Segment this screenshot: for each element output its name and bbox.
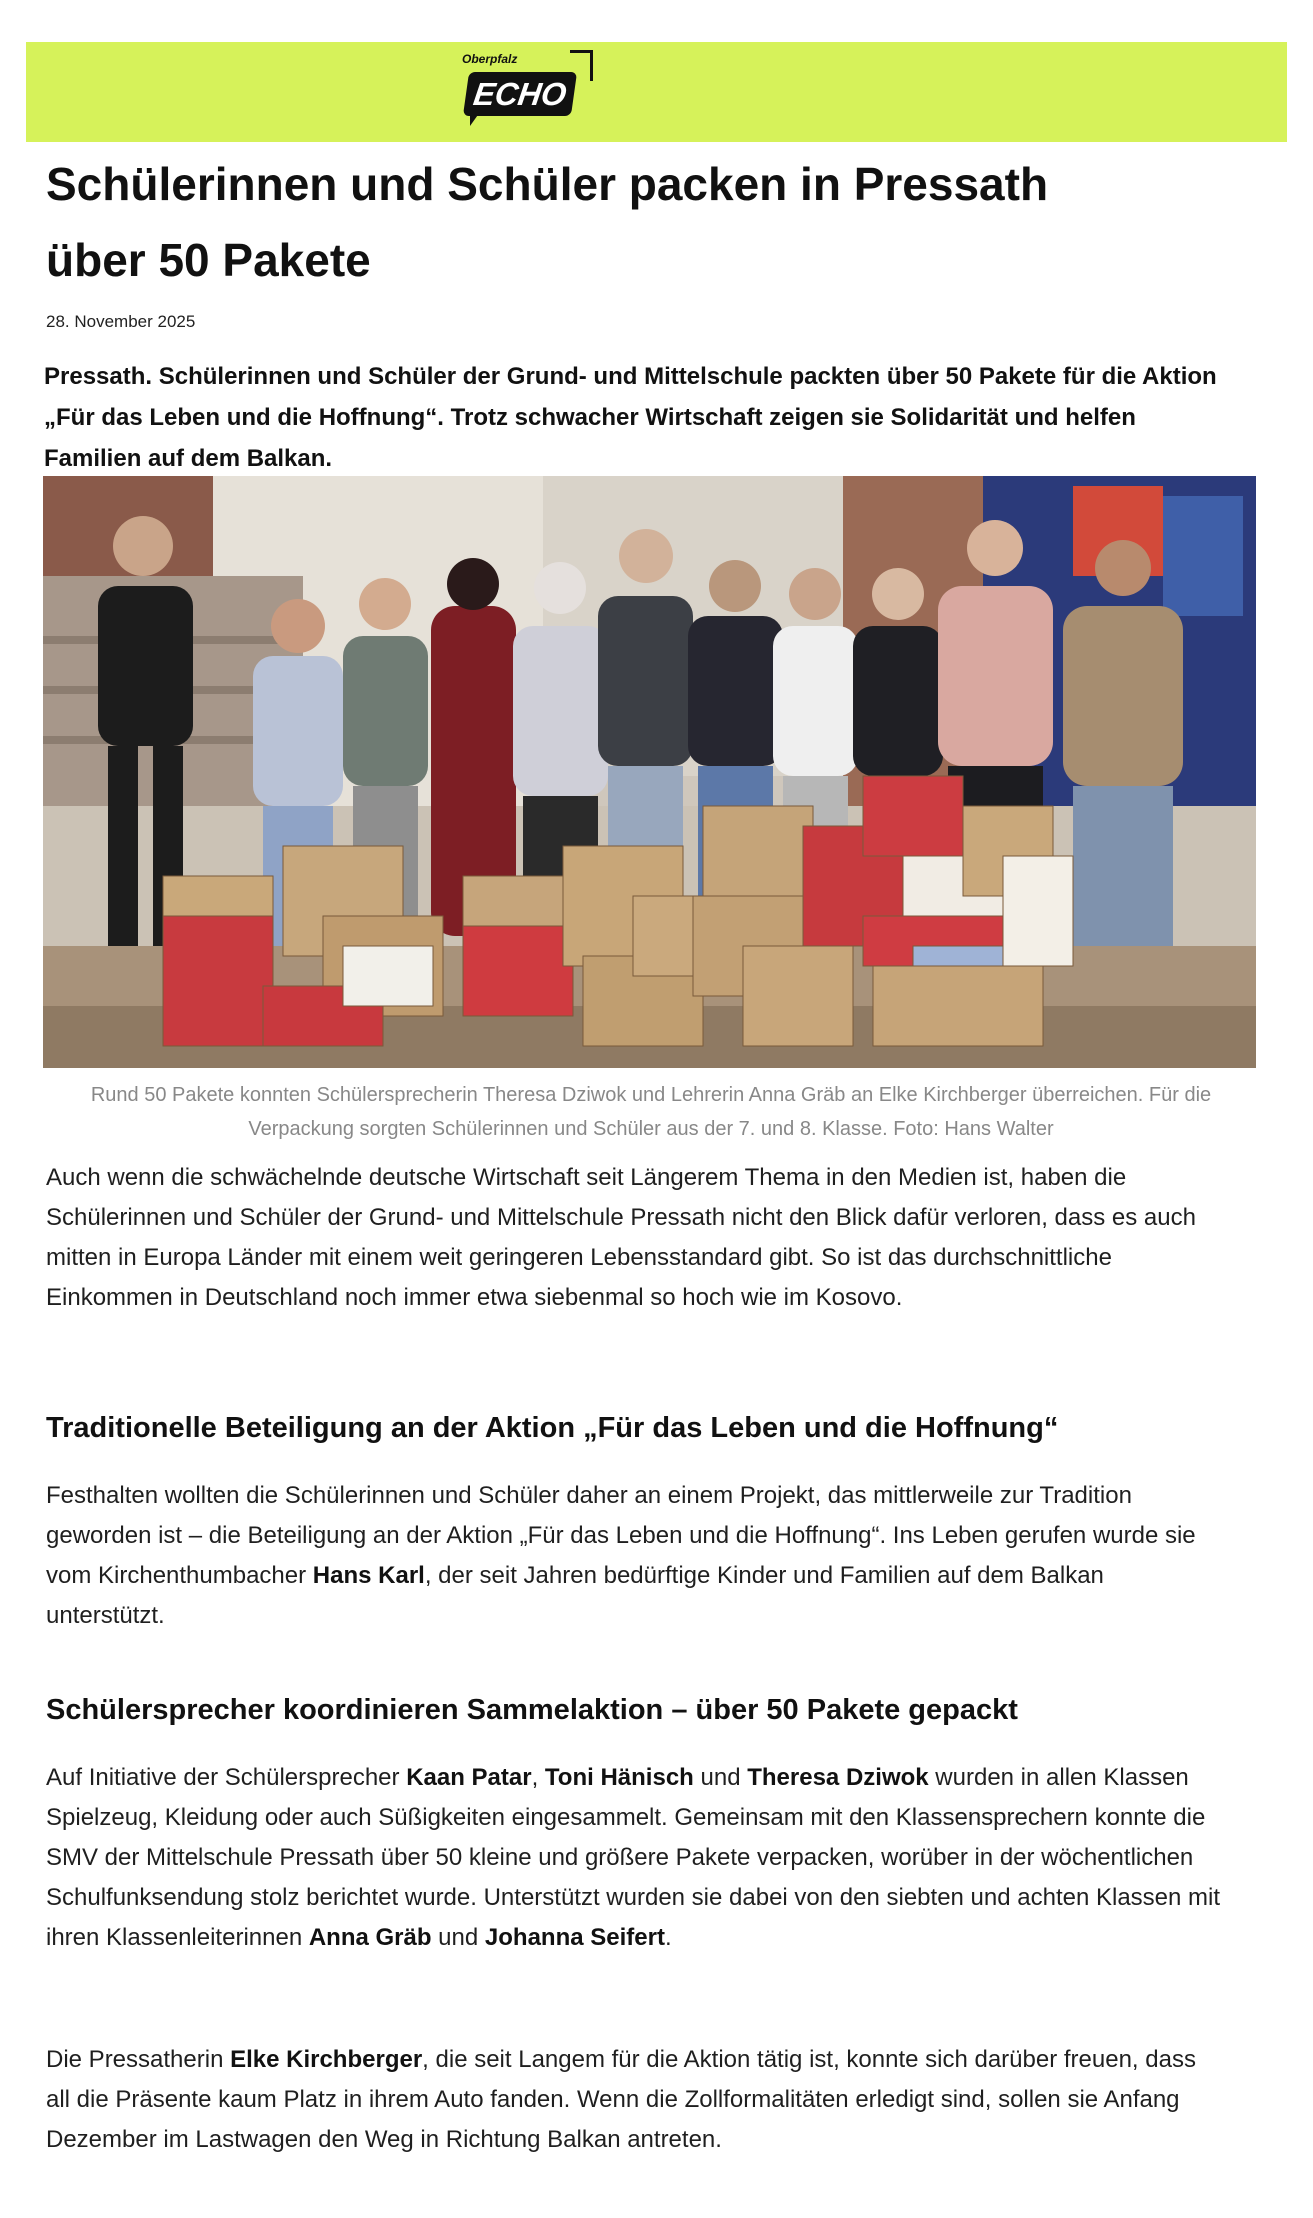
p3-name-kaan-patar: Kaan Patar (406, 1764, 532, 1791)
article-headline (46, 146, 1226, 298)
logo-echo-text: ECHO (463, 72, 577, 116)
photo-caption: Rund 50 Pakete konnten Schülersprecherin Theresa Dziwok und Lehrerin Anna Gräb an Elke Kirchberger überreichen. Für die Verpackung sorgten Schülerinnen und Schüler aus der 7. und 8. Klasse. Foto: Hans Walter (90, 1084, 1212, 1140)
article-lead: Pressath. Schülerinnen und Schüler der Grund- und Mittelschule packten über 50 Pakete für die Aktion „Für das Leben und die Hoffnung“. Trotz schwacher Wirtschaft zeigen sie Solidarität und helfen Familien auf dem Balkan. (44, 363, 1217, 472)
article-photo (43, 476, 1256, 1068)
header-band (26, 42, 1287, 142)
article-date: 28. November 2025 (46, 312, 196, 331)
logo-speech-tail-icon (470, 112, 480, 126)
paragraph-4 (46, 2040, 1226, 2160)
p3-text-1: Auf Initiative der Schülersprecher (46, 1764, 407, 1791)
p3-text-6: . (664, 1924, 672, 1951)
p4-name-elke-kirchberger: Elke Kirchberger (230, 2046, 423, 2073)
headline-line-1: Schülerinnen und Schüler packen in Pressath (46, 158, 1049, 210)
p3-name-toni-haenisch: Toni Hänisch (544, 1764, 694, 1791)
headline-line-2: über 50 Pakete (46, 234, 371, 286)
p2-text-before: Festhalten wollten die Schülerinnen und Schüler daher an einem Projekt, das mittlerweile zur Tradition geworden ist – die Beteiligung an der Aktion „Für das Leben und die Hoffnung“. Ins Leben gerufen wurde sie vom Kirchenthumbacher (46, 1482, 1196, 1589)
p3-text-5: und (431, 1924, 485, 1951)
p3-name-johanna-seifert: Johanna Seifert (484, 1924, 665, 1951)
subheading-1: Traditionelle Beteiligung an der Aktion „Für das Leben und die Hoffnung“ (46, 1412, 1059, 1444)
paragraph-1: Auch wenn die schwächelnde deutsche Wirtschaft seit Längerem Thema in den Medien ist, haben die Schülerinnen und Schüler der Grund- und Mittelschule Pressath nicht den Blick dafür verloren, dass es auch mitten in Europa Länder mit einem weit geringeren Lebensstandard gibt. So ist das durchschnittliche Einkommen in Deutschland noch immer etwa siebenmal so hoch wie im Kosovo. (46, 1164, 1196, 1311)
paragraph-3 (46, 1758, 1226, 1958)
p3-text-4: wurden in allen Klassen Spielzeug, Kleidung oder auch Süßigkeiten eingesammelt. Gemeinsam mit den Klassensprechern konnte die SMV der Mittelschule Pressath über 50 kleine und größere Pakete verpacken, worüber in der wöchentlichen Schulfunksendung stolz berichtet wurde. Unterstützt wurden sie dabei von den siebten und achten Klassen mit ihren Klassenleiterinnen (46, 1764, 1221, 1951)
oberpfalz-echo-logo[interactable] (462, 50, 602, 136)
p3-text-2: , (531, 1764, 545, 1791)
p2-text-after: , der seit Jahren bedürftige Kinder und Familien auf dem Balkan unterstützt. (46, 1562, 1104, 1629)
p2-name-hans-karl: Hans Karl (312, 1562, 425, 1589)
p4-text-1: Die Pressatherin (46, 2046, 231, 2073)
paragraph-2 (46, 1476, 1226, 1636)
p3-name-anna-graeb: Anna Gräb (308, 1924, 432, 1951)
p4-text-2: , die seit Langem für die Aktion tätig ist, konnte sich darüber freuen, dass all die Präsente kaum Platz in ihrem Auto fanden. Wenn die Zollformalitäten erledigt sind, sollen sie Anfang Dezember im Lastwagen den Weg in Richtung Balkan antreten. (46, 2046, 1196, 2153)
p3-text-3: und (693, 1764, 748, 1791)
p3-name-theresa-dziwok: Theresa Dziwok (747, 1764, 929, 1791)
subheading-2: Schülersprecher koordinieren Sammelaktion – über 50 Pakete gepackt (46, 1694, 1018, 1726)
group-photo-illustration (43, 476, 1256, 1068)
logo-region-text: Oberpfalz (462, 52, 518, 66)
